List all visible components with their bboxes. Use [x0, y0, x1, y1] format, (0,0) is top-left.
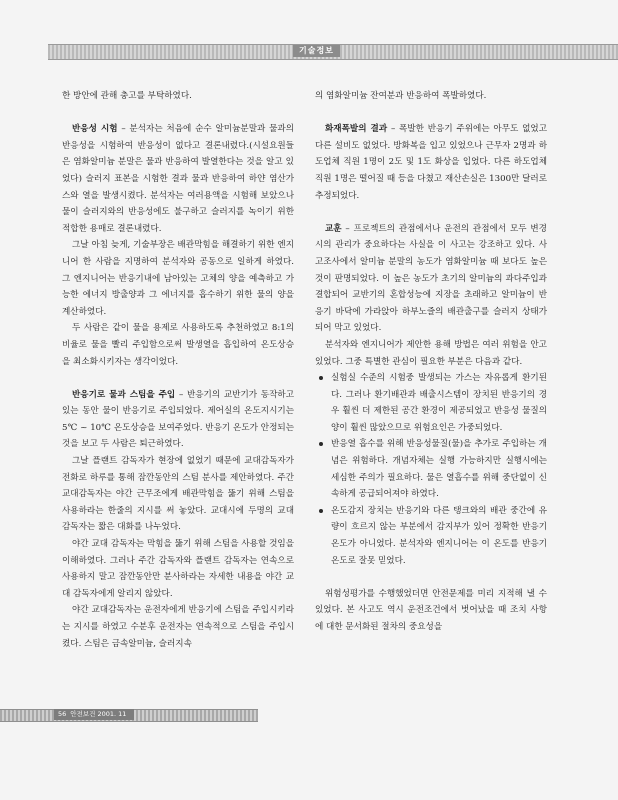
- left-column: [62, 88, 294, 652]
- paragraph: 그날 아침 늦게, 기술부장은 배관막힘을 해결하기 위한 엔지니어 한 사람을 지명하여 분석자와 공동으로 일하게 하였다. 그 엔지니어는 반응기내에 남아있는 고체의 양을 예측하고 가능한 에너지 방출양과 그 에너지를 흡수하기 위한 물의 양을 계산하였다.: [62, 240, 294, 317]
- paragraph-reactivity-test: [62, 121, 294, 237]
- list-item-text: 온도감지 장치는 반응기와 다른 탱크와의 배관 중간에 유량이 흐르지 않는 부분에서 감지부가 있어 정확한 반응기 온도가 아니었다. 분석자와 엔지니어는 이 온도를 반응기 온도로 잘못 믿었다.: [331, 505, 547, 566]
- paragraph: 분석자와 엔지니어가 제안한 용해 방법은 여러 위험을 안고 있었다. 그중 특별한 관심이 필요한 부분은 다음과 같다.: [315, 339, 547, 367]
- bullet-icon: [319, 509, 323, 513]
- hazard-list: [315, 370, 547, 569]
- paragraph: 한 방안에 관해 충고를 부탁하였다.: [62, 91, 192, 101]
- paragraph-explosion-result: [315, 121, 547, 204]
- list-item-text: 반응열 흡수를 위해 반응성물질(물)을 추가로 주입하는 개념은 위험하다. 개념자체는 실행 가능하지만 실행시에는 세심한 주의가 필요하다. 물은 열흡수를 위해 중단없이 신속하게 공급되어져야 하였다.: [331, 439, 547, 500]
- list-item-text: 실험실 수준의 시험중 발생되는 가스는 자유롭게 환기된다. 그러나 환기배관과 배출시스템이 장치된 반응기의 경우 훨씬 더 제한된 공간 환경이 제공되었고 반응성 물질의 양이 훨씬 많았으므로 위험요인은 가중되었다.: [331, 373, 547, 433]
- paragraph: 그날 플랜트 감독자가 현장에 없었기 때문에 교대감독자가 전화로 하루를 통해 잠깐동안의 스팀 분사를 제안하였다. 주간 교대감독자는 야간 근무조에게 배관막힘을 뚫기 위해 스팀을 사용하라는 한줄의 지시를 써 놓았다. 교대시에 두명의 교대 감독자는 짧은 대화를 나누었다.: [62, 456, 294, 533]
- right-column: [315, 88, 547, 636]
- paragraph: 두 사람은 같이 물을 용제로 사용하도록 추천하였고 8:1의 비율로 물을 빨리 주입함으로써 발생열을 흡입하여 온도상승을 최소화시키자는 생각이었다.: [62, 323, 294, 367]
- paragraph-text: – 분석자는 처음에 순수 알미늄분말과 물과의 반응성을 시험하여 반응성이 없다고 결론내렸다.(시설요원들은 염화알미늄 분말은 물과 반응하여 발열한다는 것을 알고 있었다) 슬러지 표본을 시험한 결과 물과 반응하여 하얀 염산가스와 열을 발생시켰다. 분석자는 여러용액을 시험해 보았으나 물이 슬러지와의 반응성에도 불구하고 슬러지를 녹이기 위한 적합한 용매로 결론내렸다.: [62, 124, 294, 234]
- paragraph: 의 염화알미늄 잔여분과 반응하여 폭발하였다.: [315, 91, 487, 101]
- bullet-icon: [319, 376, 323, 380]
- paragraph-text: – 폭발한 반응기 주위에는 아무도 없었고 다른 설비도 없었다. 방화복을 입고 있었으나 근무자 2명과 하도업체 직원 1명이 2도 및 1도 화상을 입었다. 다른 하도업체 직원 1명은 떨어질 때 등을 다쳤고 재산손실은 1300만 달러로 추정되었다.: [315, 124, 548, 201]
- list-item: [315, 503, 547, 569]
- section-heading: 반응기로 물과 스팀을 주입: [72, 389, 176, 400]
- paragraph: 위험성평가를 수행했었더면 안전문제를 미리 지적해 낼 수 있었다. 본 사고도 역시 운전조건에서 벗어났을 때 조치 사항에 대한 문서화된 절차의 중요성을: [315, 588, 547, 632]
- page-number: 56: [58, 710, 67, 718]
- section-heading: 반응성 시험: [72, 124, 118, 135]
- journal-issue: 안전보건 2001. 11: [70, 710, 127, 718]
- list-item: [315, 370, 547, 436]
- paragraph-lessons: [315, 221, 547, 337]
- section-heading: 교훈: [325, 223, 342, 234]
- paragraph-text: – 프로젝트의 관점에서나 운전의 관점에서 모두 변경시의 관리가 중요하다는 사실을 이 사고는 강조하고 있다. 사고조사에서 알미늄 분말의 농도가 염화알미늄 때 보다도 높은 것이 판명되었다. 이 높은 농도가 초기의 알미늄의 과다주입과 결합되어 교반기의 혼합성능에 지장을 초래하고 알미늄이 반응기 바닥에 가라앉아 하부노즐의 배관출구를 슬러지 상태가 되어 막고 있었다.: [315, 223, 547, 334]
- section-header-label: 기술정보: [293, 45, 340, 57]
- paragraph-text: – 반응기의 교반기가 동작하고 있는 동안 물이 반응기로 주입되었다. 제어실의 온도지시기는 5℃ ~ 10℃ 온도상승을 보여주었다. 반응기 온도가 안정되는 것을 보고 두 사람은 퇴근하였다.: [62, 389, 294, 450]
- paragraph: 야간 교대 감독자는 막힘을 뚫기 위해 스팀을 사용할 것임을 이해하였다. 그러나 주간 감독자와 플랜트 감독자는 연속으로 사용하지 말고 잠깐동안만 분사하라는 자세한 내용을 야간 교대 감독자에게 알리지 않았다.: [62, 539, 294, 599]
- paragraph: 야간 교대감독자는 운전자에게 반응기에 스팀을 주입시키라는 지시를 하였고 수분후 운전자는 연속적으로 스팀을 주입시켰다. 스팀은 금속알미늄, 슬러지속: [62, 605, 294, 649]
- footer: [54, 709, 134, 720]
- bullet-icon: [319, 442, 323, 446]
- section-heading: 화재폭발의 결과: [325, 124, 388, 135]
- list-item: [315, 436, 547, 502]
- paragraph-water-steam-injection: [62, 387, 294, 453]
